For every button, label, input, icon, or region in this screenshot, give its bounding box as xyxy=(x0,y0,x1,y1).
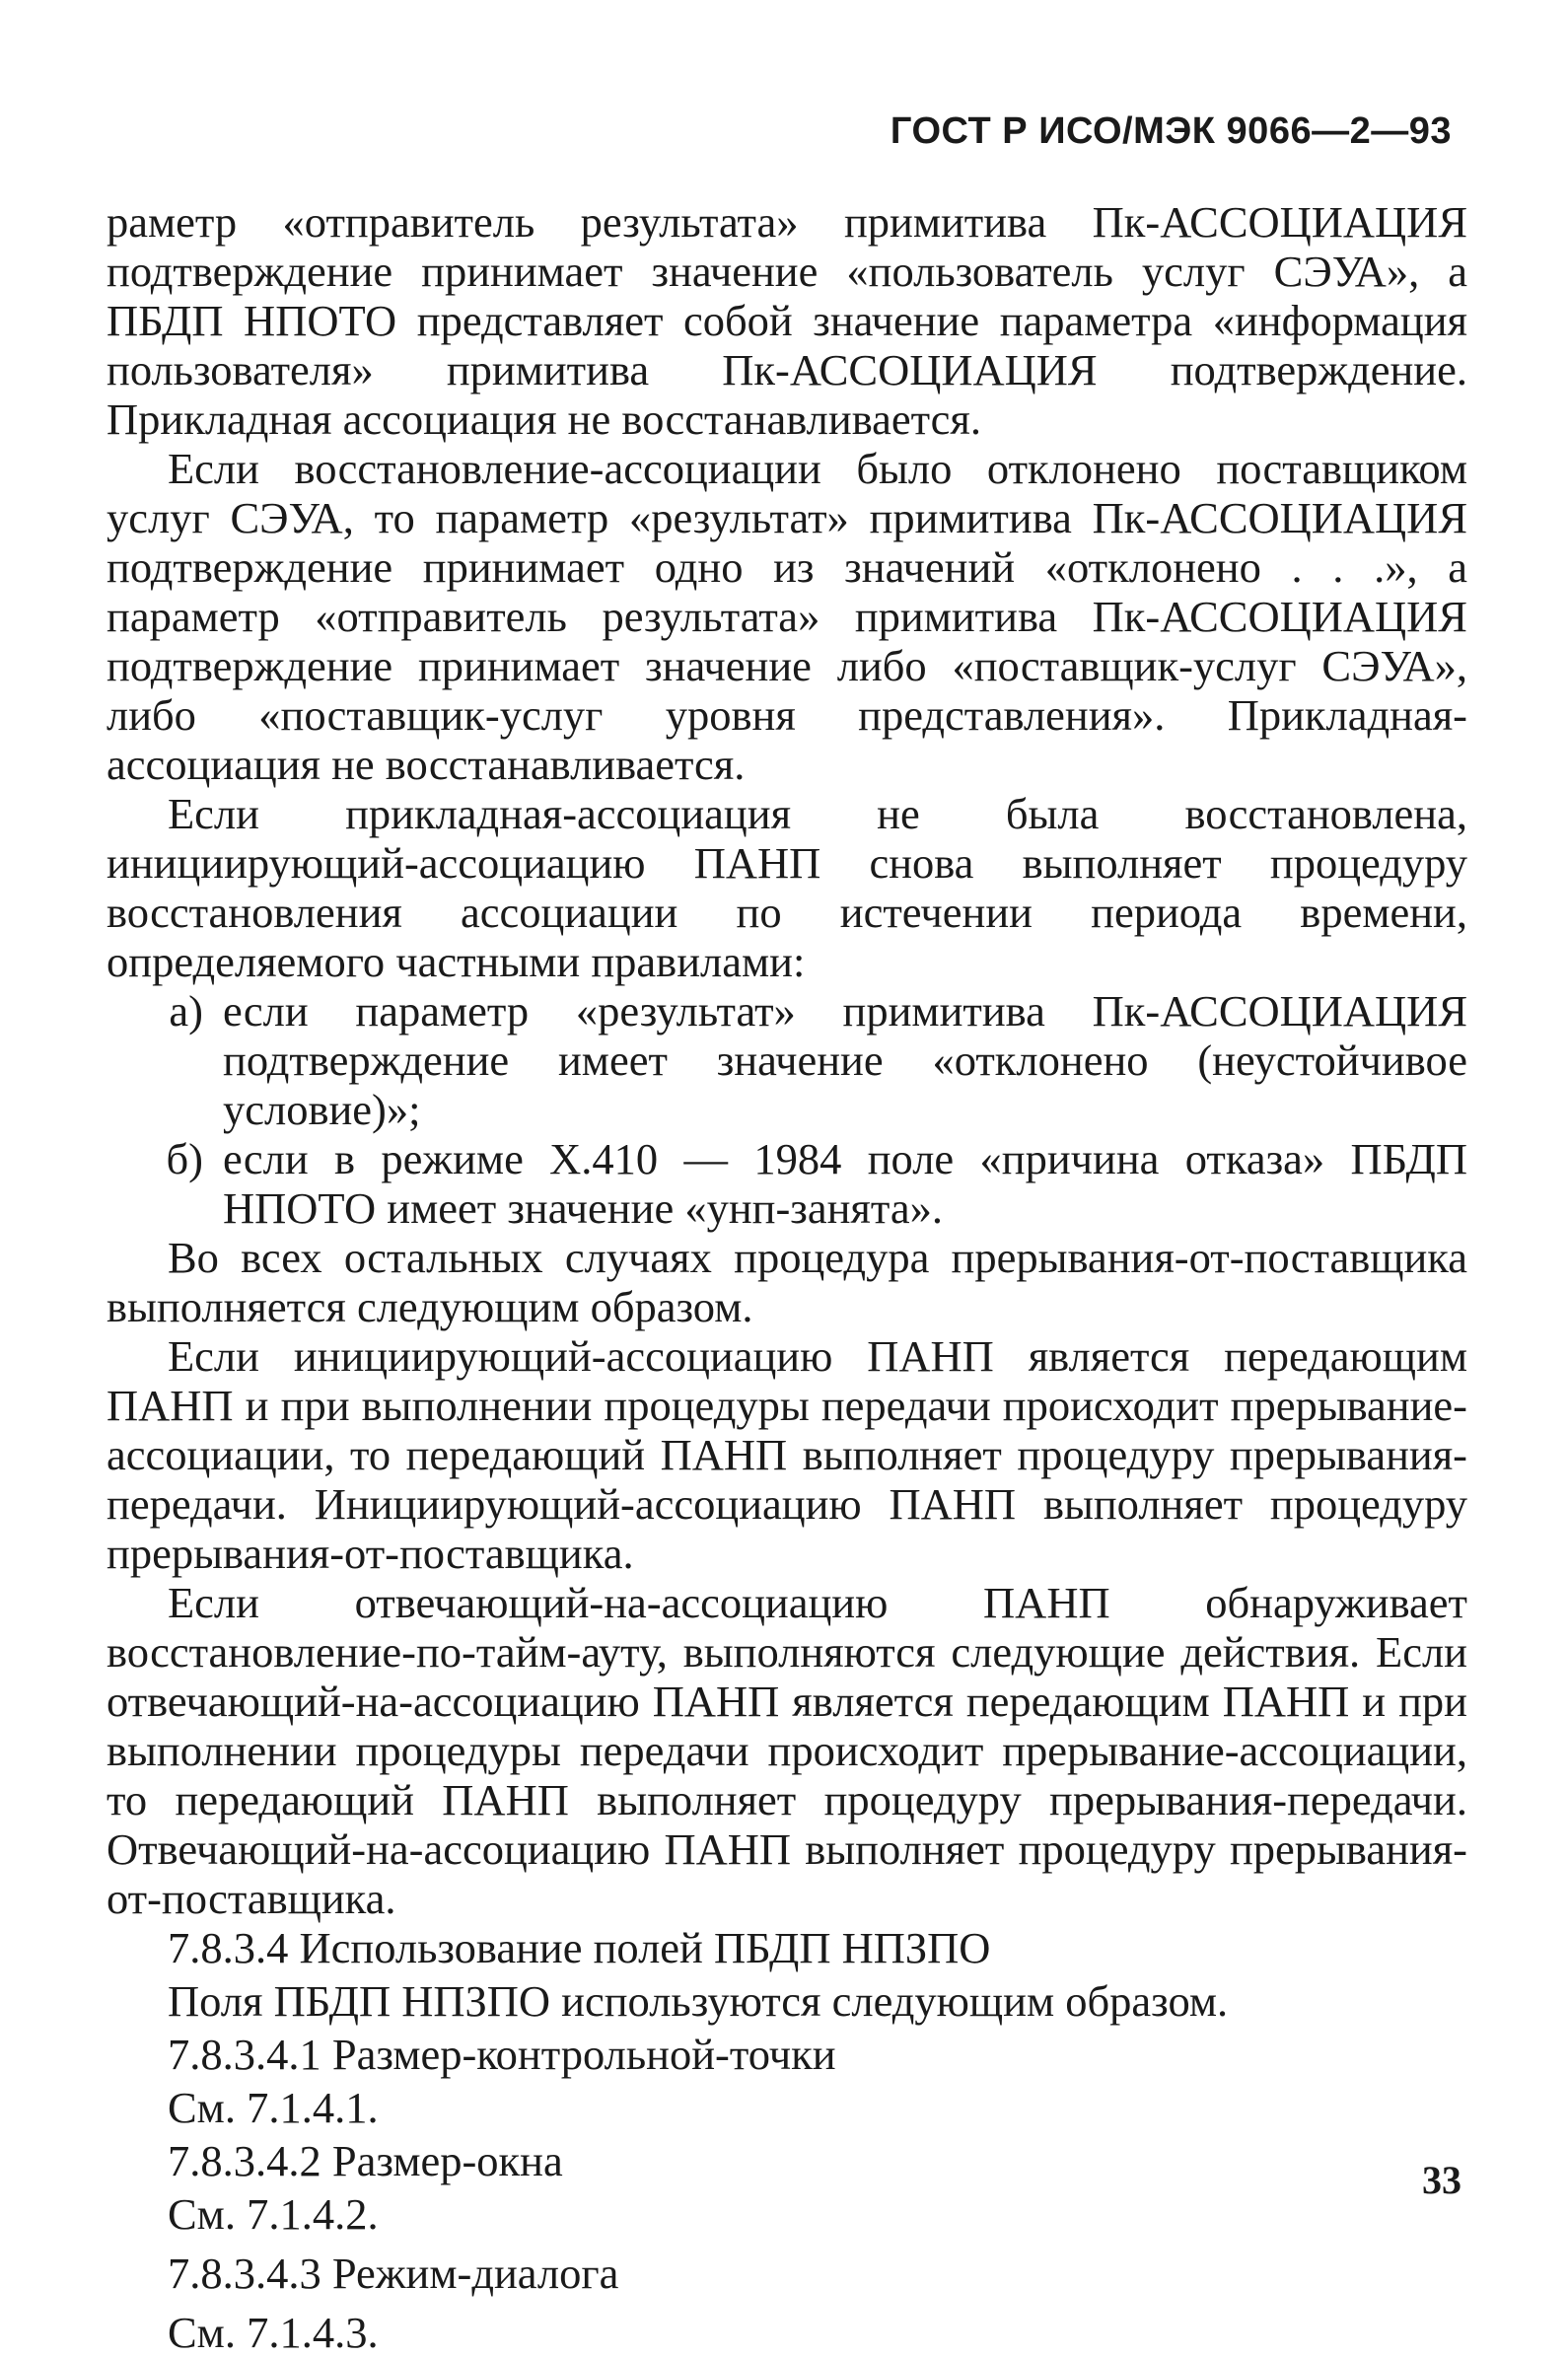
list-marker: б) xyxy=(166,1134,203,1183)
section-text: Поля ПБДП НПЗПО используются следующим образом. xyxy=(168,1976,1229,2026)
list-item-text: если параметр «результат» примитива Пк-АССОЦИАЦИЯ подтверждение имеет значение «отклонено (неустойчивое условие)»; xyxy=(223,986,1467,1134)
cross-reference: См. 7.1.4.3. xyxy=(168,2308,379,2357)
subsection-heading: 7.8.3.4.2 Размер-окна xyxy=(168,2136,563,2185)
paragraph-2: Если восстановление-ассоциации было отклонено поставщиком услуг СЭУА, то параметр «результат» примитива Пк-АССОЦИАЦИЯ подтверждение принимает одно из значений «отклонено . . .», а параметр «отправитель результата» примитива Пк-АССОЦИАЦИЯ подтверждение принимает значение либо «поставщик-услуг СЭУА», либо «поставщик-услуг уровня представления». Прикладная-ассоциация не восстанавливается. xyxy=(107,444,1467,789)
subsection-heading: 7.8.3.4.1 Размер-контрольной-точки xyxy=(168,2030,836,2079)
paragraph-4: Во всех остальных случаях процедура прерывания-от-поставщика выполняется следующим образом. xyxy=(107,1233,1467,1331)
document-body xyxy=(107,197,1467,2357)
cross-reference: См. 7.1.4.2. xyxy=(168,2189,379,2239)
standard-code-header: ГОСТ Р ИСО/МЭК 9066—2—93 xyxy=(890,110,1452,152)
list-item xyxy=(164,986,1467,1134)
paragraph-3: Если прикладная-ассоциация не была восстановлена, инициирующий-ассоциацию ПАНП снова выполняет процедуру восстановления ассоциации по истечении периода времени, определяемого частными правилами: xyxy=(107,789,1467,986)
paragraph-1: раметр «отправитель результата» примитива Пк-АССОЦИАЦИЯ подтверждение принимает значение «пользователь услуг СЭУА», а ПБДП НПОТО представляет собой значение параметра «информация пользователя» примитива Пк-АССОЦИАЦИЯ подтверждение. Прикладная ассоциация не восстанавливается. xyxy=(107,197,1467,444)
list-marker: а) xyxy=(169,986,203,1036)
subsection-heading: 7.8.3.4.3 Режим-диалога xyxy=(168,2249,619,2298)
page-number: 33 xyxy=(1422,2158,1461,2202)
list-item-text: если в режиме X.410 — 1984 поле «причина отказа» ПБДП НПОТО имеет значение «унп-занята». xyxy=(223,1134,1467,1233)
section-heading: 7.8.3.4 Использование полей ПБДП НПЗПО xyxy=(168,1923,991,1972)
list-item xyxy=(164,1134,1467,1233)
paragraph-6: Если отвечающий-на-ассоциацию ПАНП обнаруживает восстановление-по-тайм-ауту, выполняются следующие действия. Если отвечающий-на-ассоциацию ПАНП является передающим ПАНП и при выполнении процедуры передачи происходит прерывание-ассоциации, то передающий ПАНП выполняет процедуру прерывания-передачи. Отвечающий-на-ассоциацию ПАНП выполняет процедуру прерывания-от-поставщика. xyxy=(107,1578,1467,1923)
cross-reference: См. 7.1.4.1. xyxy=(168,2083,379,2132)
paragraph-5: Если инициирующий-ассоциацию ПАНП является передающим ПАНП и при выполнении процедуры передачи происходит прерывание-ассоциации, то передающий ПАНП выполняет процедуру прерывания-передачи. Инициирующий-ассоциацию ПАНП выполняет процедуру прерывания-от-поставщика. xyxy=(107,1331,1467,1578)
conditions-list xyxy=(107,986,1467,1233)
